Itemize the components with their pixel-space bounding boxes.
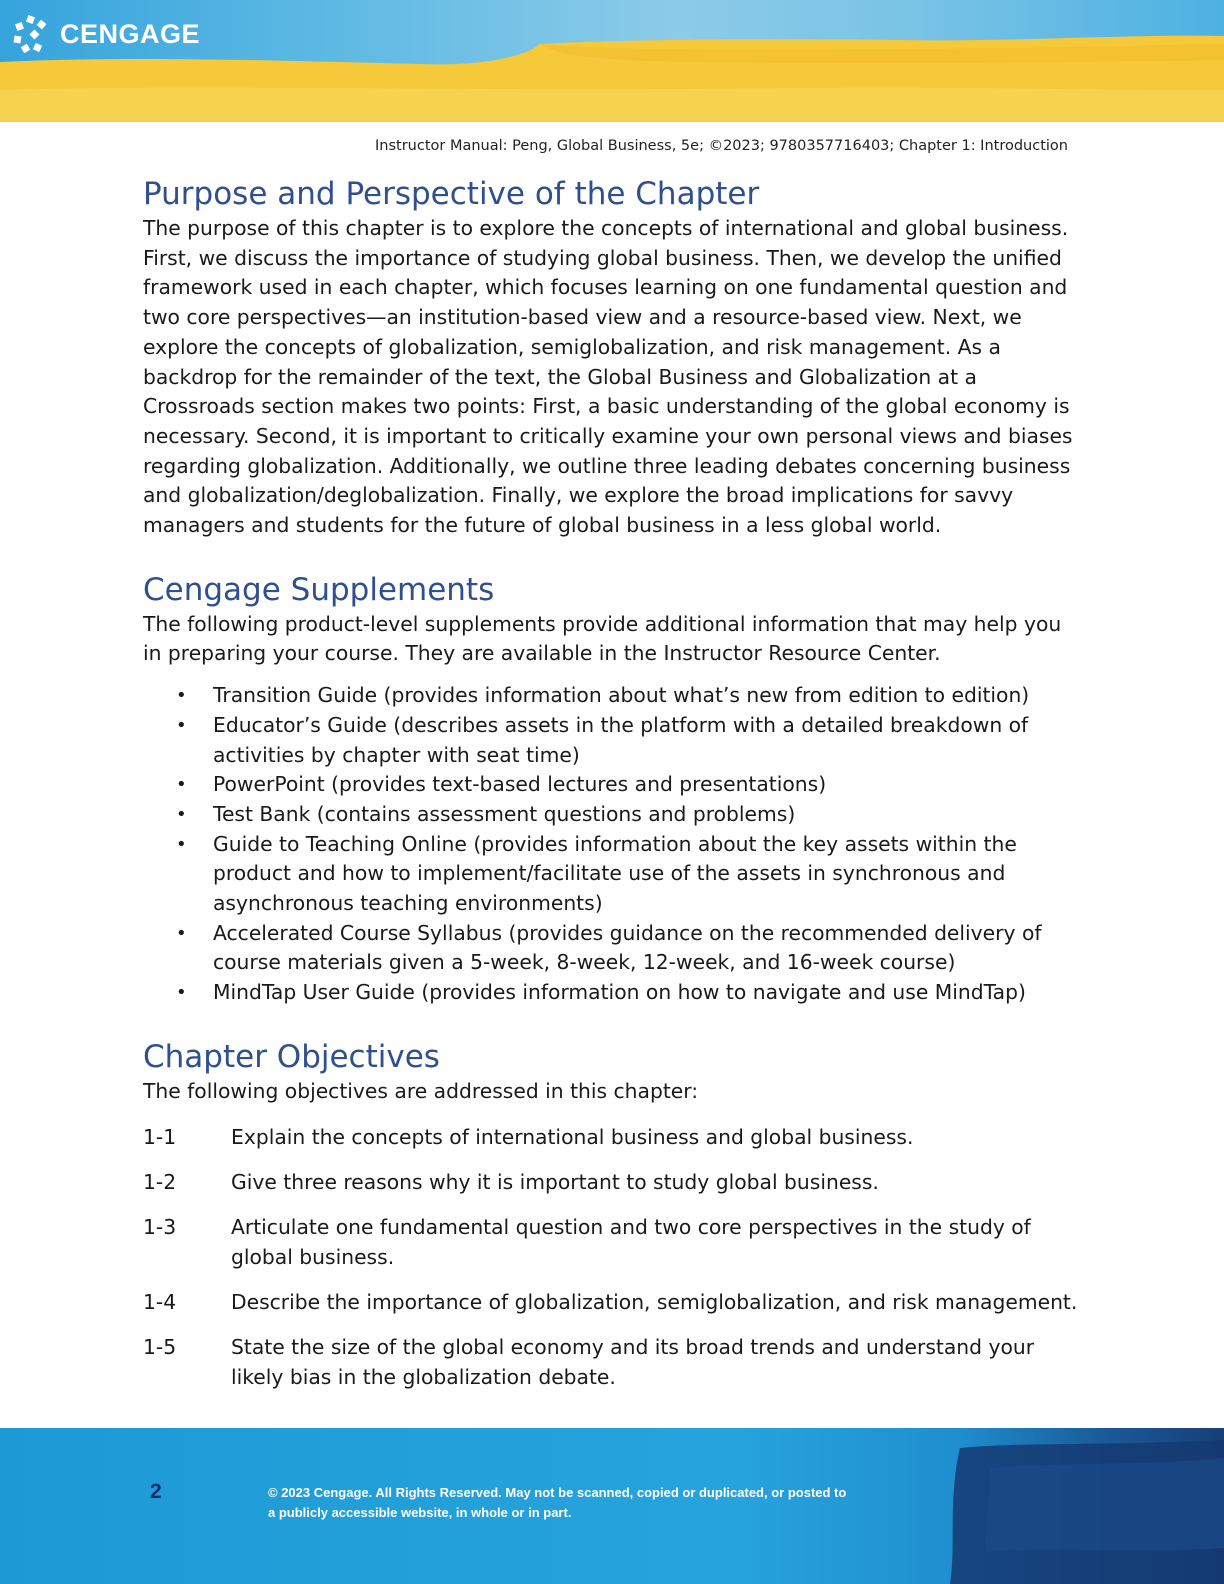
objectives-heading: Chapter Objectives bbox=[143, 1038, 440, 1075]
objective-number: 1-4 bbox=[143, 1289, 177, 1314]
supplements-list bbox=[143, 681, 1083, 1008]
cengage-logo bbox=[12, 14, 200, 54]
cengage-logo-mark-icon bbox=[12, 14, 52, 54]
objective-text: State the size of the global economy and its broad trends and understand your likely bias in the globalization debate. bbox=[231, 1335, 1035, 1389]
list-item: • Transition Guide (provides information about what’s new from edition to edition) bbox=[143, 681, 1083, 711]
objective-item bbox=[143, 1123, 1083, 1153]
supplements-section bbox=[143, 570, 1083, 1008]
objective-text: Articulate one fundamental question and two core perspectives in the study of global business. bbox=[231, 1214, 1031, 1269]
list-item: • PowerPoint (provides text-based lectures and presentations) bbox=[143, 770, 1083, 800]
objective-number: 1-5 bbox=[143, 1335, 177, 1360]
objective-number: 1-2 bbox=[143, 1169, 177, 1194]
list-item: • Accelerated Course Syllabus (provides guidance on the recommended delivery of course materials given a 5-week, 8-week, 12-week, and 16-week course) bbox=[143, 919, 1083, 978]
purpose-heading: Purpose and Perspective of the Chapter bbox=[143, 176, 760, 212]
objectives-list bbox=[143, 1123, 1083, 1393]
list-item: • Test Bank (contains assessment questions and problems) bbox=[143, 800, 1083, 830]
page-content bbox=[143, 174, 1083, 1408]
copyright-line: © 2023 Cengage. All Rights Reserved. May not be scanned, copied or duplicated, or posted to bbox=[268, 1485, 847, 1500]
copyright-notice bbox=[268, 1483, 908, 1523]
list-item: • Guide to Teaching Online (provides information about the key assets within the product and how to implement/facilitate use of the assets in synchronous and asynchronous teaching environments) bbox=[143, 830, 1083, 919]
objective-text: Explain the concepts of international business and global business. bbox=[231, 1124, 914, 1149]
copyright-line: a publicly accessible website, in whole or in part. bbox=[268, 1505, 572, 1520]
running-head: Instructor Manual: Peng, Global Business, 5e; ©2023; 9780357716403; Chapter 1: Introduction bbox=[375, 138, 1068, 154]
header-banner bbox=[0, 0, 1224, 122]
objective-number: 1-3 bbox=[143, 1214, 177, 1239]
list-item: • Educator’s Guide (describes assets in the platform with a detailed breakdown of activities by chapter with seat time) bbox=[143, 711, 1083, 770]
objectives-section bbox=[143, 1037, 1083, 1393]
purpose-body: The purpose of this chapter is to explore the concepts of international and global business. First, we discuss the importance of studying global business. Then, we develop the unified framework used in each chapter, which focuses learning on one fundamental question and two core perspectives—an institution-based view and a resource-based view. Next, we explore the concepts of globalization, semiglobalization, and risk management. As a backdrop for the remainder of the text, the Global Business and Globalization at a Crossroads section makes two points: First, a basic understanding of the global economy is necessary. Second, it is important to critically examine your own personal views and biases regarding globalization. Additionally, we outline three leading debates concerning business and globalization/deglobalization. Finally, we explore the broad implications for savvy managers and students for the future of global business in a less global world. bbox=[143, 216, 1073, 538]
footer-banner bbox=[0, 1428, 1224, 1584]
objective-item bbox=[143, 1213, 1083, 1272]
cengage-wordmark: CENGAGE bbox=[60, 18, 201, 49]
objective-item bbox=[143, 1333, 1083, 1392]
objective-item bbox=[143, 1168, 1083, 1198]
list-item: • MindTap User Guide (provides information on how to navigate and use MindTap) bbox=[143, 978, 1083, 1008]
supplements-intro: The following product-level supplements provide additional information that may help you in preparing your course. They are available in the Instructor Resource Center. bbox=[143, 611, 1062, 666]
objectives-intro: The following objectives are addressed in this chapter: bbox=[143, 1078, 699, 1103]
purpose-section bbox=[143, 174, 1083, 541]
page-number: 2 bbox=[150, 1480, 162, 1503]
objective-item bbox=[143, 1288, 1083, 1318]
supplements-heading: Cengage Supplements bbox=[143, 571, 495, 608]
objective-text: Give three reasons why it is important to study global business. bbox=[231, 1169, 879, 1194]
objective-text: Describe the importance of globalization, semiglobalization, and risk management. bbox=[231, 1289, 1078, 1314]
objective-number: 1-1 bbox=[143, 1124, 177, 1149]
